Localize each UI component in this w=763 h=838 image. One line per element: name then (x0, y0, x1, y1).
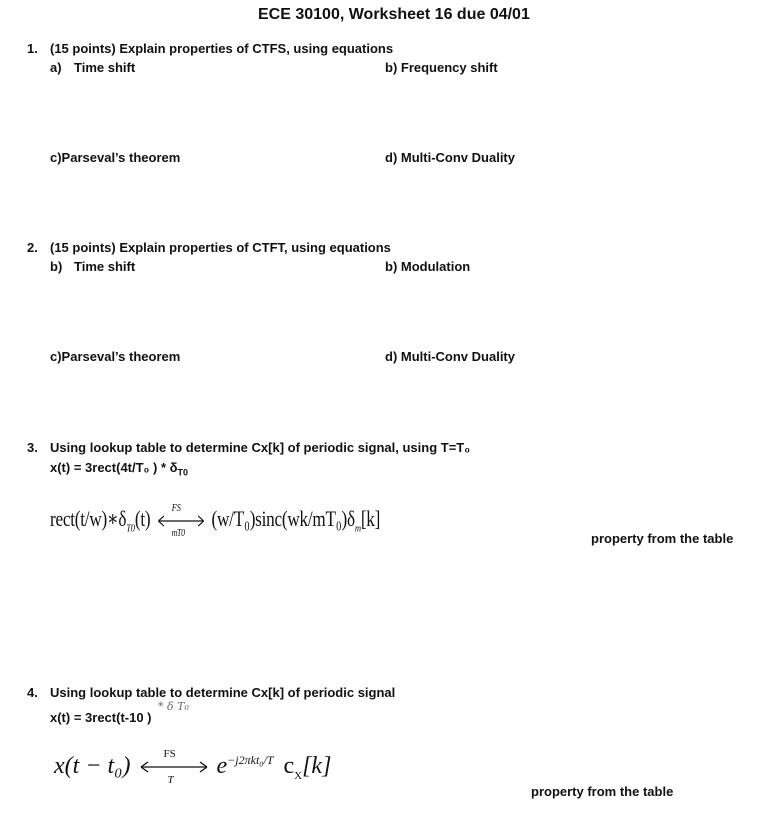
q3-eq-lhs-tail: (t) (134, 506, 151, 531)
q3-eq-rhs-sub: m (354, 522, 361, 535)
q2-d: d) Multi-Conv Duality (385, 349, 515, 364)
q2-b: b) Modulation (385, 259, 471, 274)
q1-prompt: (15 points) Explain properties of CTFS, using equations (50, 41, 394, 56)
q3-signal-text: x(t) = 3rect(4t/T₀ ) * δ (50, 460, 178, 475)
q4-note: property from the table (531, 784, 674, 799)
q3-note: property from the table (591, 531, 734, 546)
q2-a-text: Time shift (74, 259, 136, 274)
q3-signal (50, 460, 188, 478)
q4-arrow-top: FS (163, 748, 176, 761)
q4-equation (54, 748, 332, 787)
q4-eq-lhs: x(t − t₀) (54, 753, 131, 779)
q2-a-label: b) (50, 259, 63, 274)
q3-signal-sub: T0 (177, 467, 189, 478)
q1-number: 1. (27, 41, 38, 56)
q3-equation (50, 501, 381, 539)
q4-signal: x(t) = 3rect(t-10 ) (50, 710, 152, 725)
q4-eq-coef: c (283, 753, 295, 779)
q2-prompt: (15 points) Explain properties of CTFT, using equations (50, 240, 391, 255)
q1-b: b) Frequency shift (385, 60, 498, 75)
q3-arrow-top: FS (171, 501, 181, 514)
q1-a-label: a) (50, 60, 62, 75)
q4-arrow-bottom: T (167, 774, 174, 787)
q1-a-text: Time shift (74, 60, 136, 75)
q3-eq-lhs: rect(t/w)∗δ (50, 506, 127, 531)
q1-c: c)Parseval’s theorem (50, 150, 181, 165)
q3-prompt: Using lookup table to determine Cx[k] of periodic signal, using T=T₀ (50, 440, 471, 455)
q3-arrow-bottom: mT0 (171, 527, 185, 539)
q1-d: d) Multi-Conv Duality (385, 150, 515, 165)
q2-c: c)Parseval’s theorem (50, 349, 181, 364)
q4-fs-arrow (138, 748, 210, 787)
q4-handwritten-note: * δ T₀ (158, 700, 189, 713)
page-title: ECE 30100, Worksheet 16 due 04/01 (258, 6, 530, 23)
q3-eq-rhs: (w/T₀)sinc(wk/mT₀)δ (211, 506, 355, 531)
q2-number: 2. (27, 240, 38, 255)
q3-eq-rhs-tail: [k] (360, 506, 381, 531)
q4-eq-base: e (216, 753, 228, 779)
q4-eq-rhs-tail: [k] (302, 753, 332, 779)
q3-eq-lhs-sub: T0 (126, 522, 135, 535)
q3-fs-arrow (156, 501, 206, 539)
q4-prompt: Using lookup table to determine Cx[k] of periodic signal (50, 685, 396, 700)
q4-number: 4. (27, 685, 38, 700)
q3-number: 3. (27, 440, 38, 455)
q4-eq-exponent: −j2πkt₀/T (227, 753, 274, 767)
q4-eq-coef-sub: X (294, 769, 303, 782)
